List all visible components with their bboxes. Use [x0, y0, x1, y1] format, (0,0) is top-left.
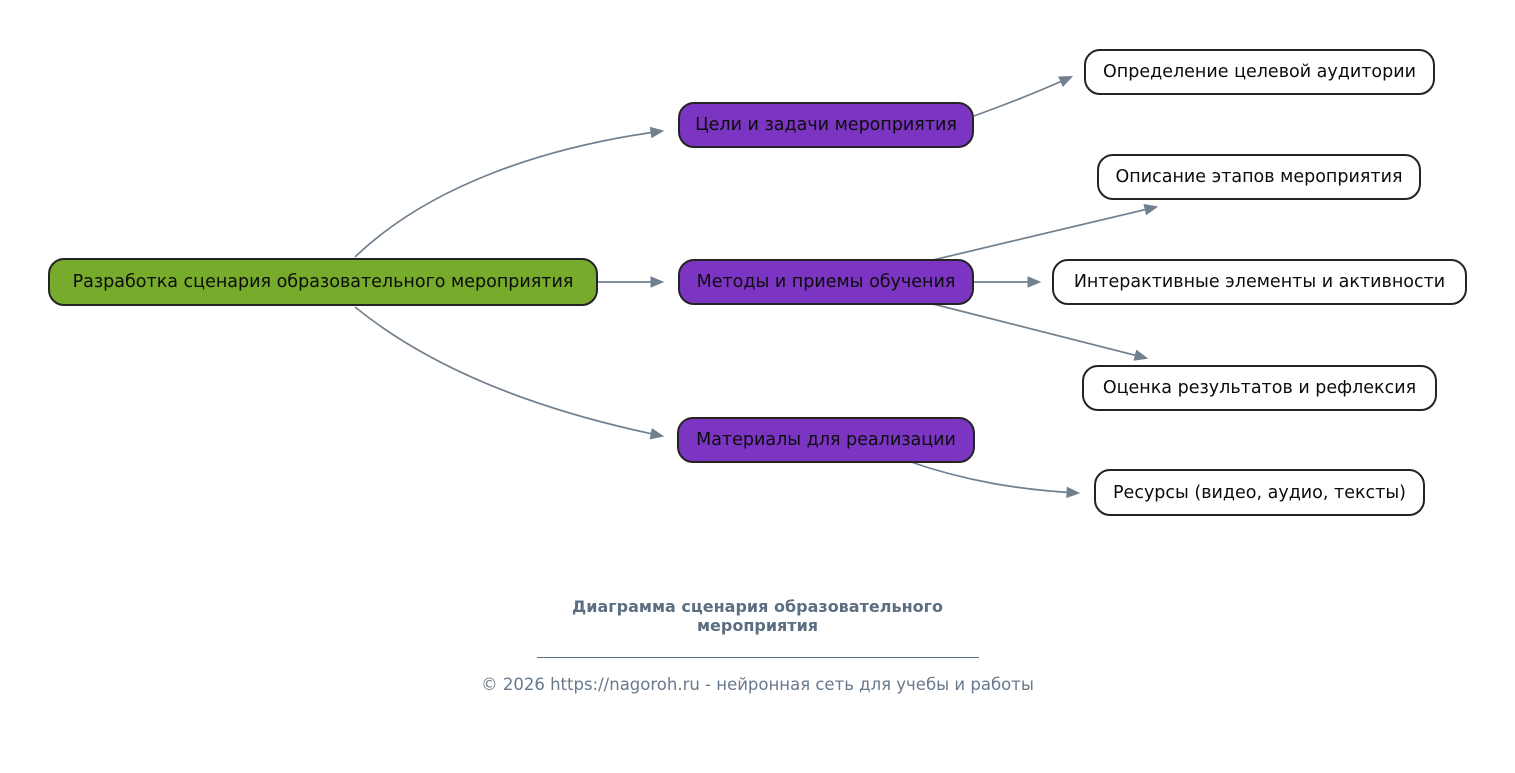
- caption-block: [438, 598, 1078, 694]
- leaf-node-interactive: Интерактивные элементы и активности: [1052, 259, 1467, 305]
- edge-root-materials: [355, 307, 662, 436]
- root-node: Разработка сценария образовательного мероприятия: [48, 258, 598, 306]
- caption-divider: [537, 657, 979, 658]
- diagram-title: Диаграмма сценария образовательного мероприятия: [572, 597, 943, 635]
- edge-goals-audience: [974, 77, 1071, 116]
- edge-materials-resources: [908, 461, 1078, 493]
- edge-root-goals: [355, 131, 662, 257]
- leaf-node-evaluation: Оценка результатов и рефлексия: [1082, 365, 1437, 411]
- branch-node-materials: Материалы для реализации: [677, 417, 975, 463]
- copyright-footer: © 2026 https://nagoroh.ru - нейронная сеть для учебы и работы: [481, 675, 1034, 694]
- branch-node-methods: Методы и приемы обучения: [678, 259, 974, 305]
- edge-methods-stages: [933, 207, 1156, 260]
- edge-methods-evaluation: [933, 304, 1146, 358]
- leaf-node-stages: Описание этапов мероприятия: [1097, 154, 1421, 200]
- leaf-node-audience: Определение целевой аудитории: [1084, 49, 1435, 95]
- leaf-node-resources: Ресурсы (видео, аудио, тексты): [1094, 469, 1425, 516]
- branch-node-goals: Цели и задачи мероприятия: [678, 102, 974, 148]
